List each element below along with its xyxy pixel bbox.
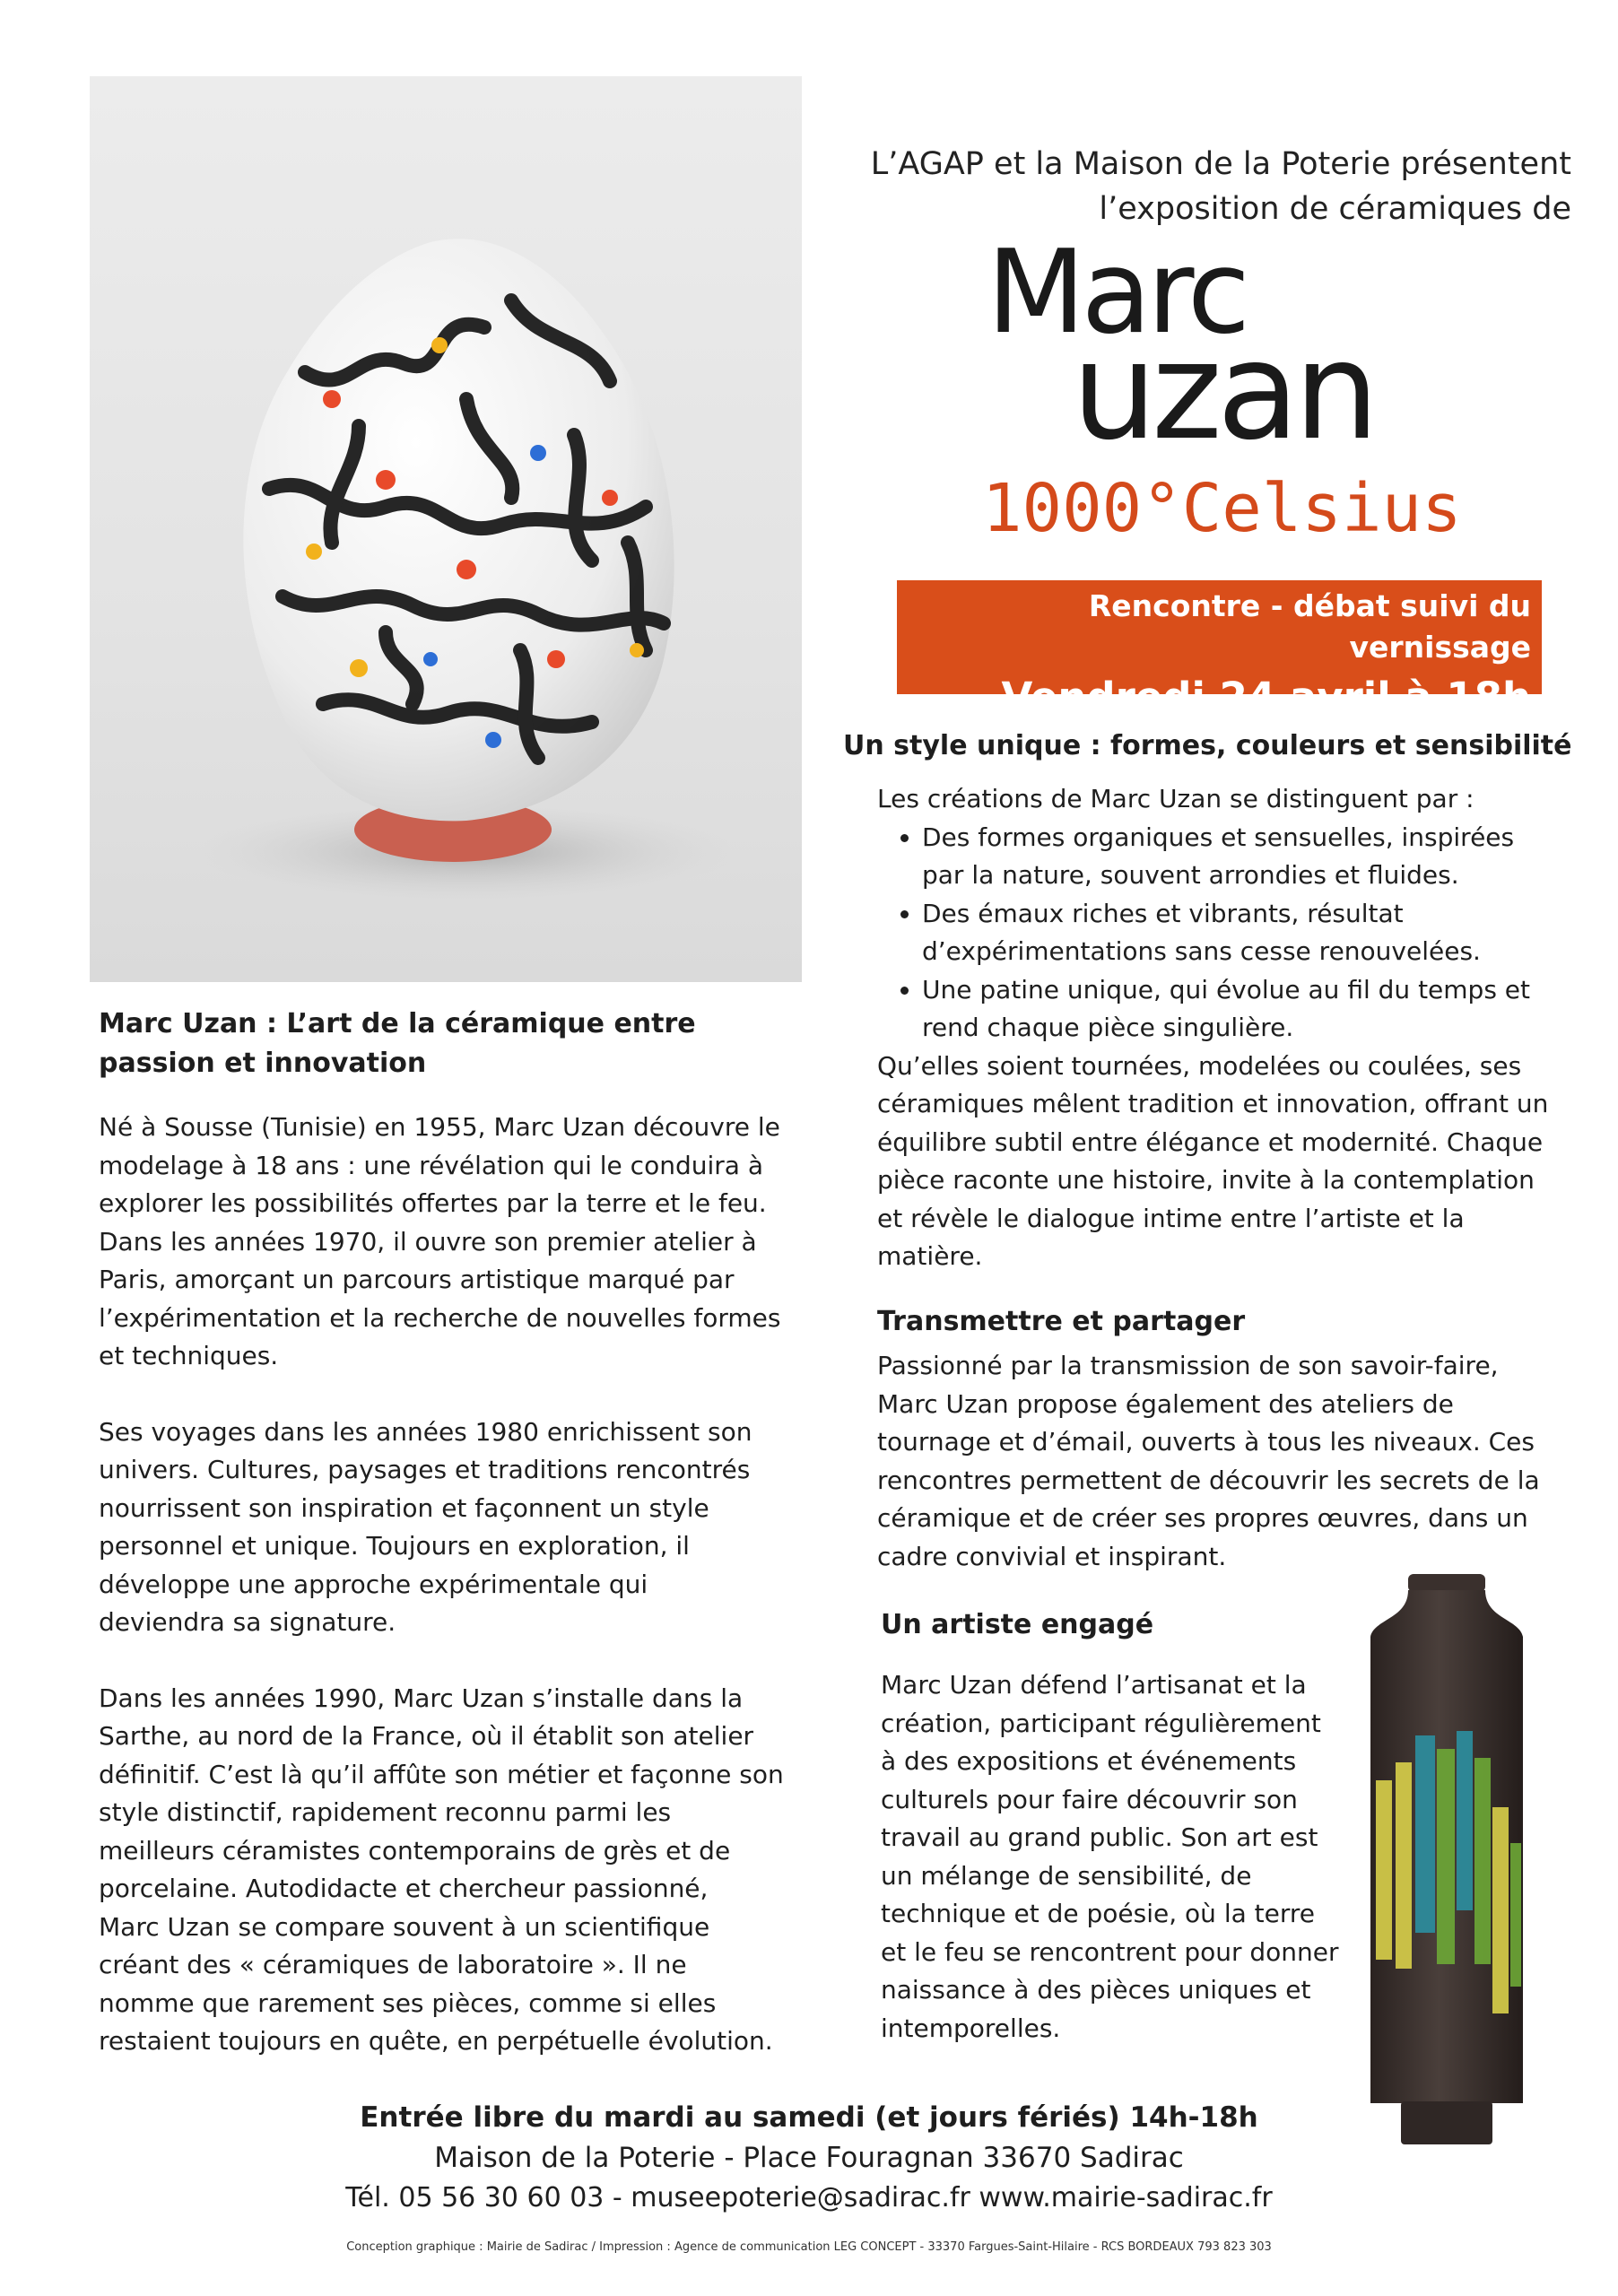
event-banner-date: Vendredi 24 avril à 18h [1001, 674, 1531, 721]
ceramic-photo-brown-vase [1365, 1574, 1528, 2148]
exhibition-title: 1000°Celsius [982, 470, 1462, 547]
text-line: l’expérimentation et la recherche de nouvelles formes [99, 1302, 781, 1333]
text-line: modelage à 18 ans : une révélation qui le conduira à [99, 1150, 763, 1180]
style-body [843, 780, 1579, 1276]
text-line: explorer les possibilités offertes par la terre et le feu. [99, 1188, 767, 1218]
engaged-heading: Un artiste engagé [881, 1609, 1154, 1640]
venue-address: Maison de la Poterie - Place Fouragnan 33670 Sadirac [434, 2142, 1184, 2174]
text-line: nourrissent son inspiration et façonnent un style [99, 1492, 709, 1523]
text-line: céramiques mêlent tradition et innovation, offrant un [877, 1089, 1549, 1118]
intro-line-1: L’AGAP et la Maison de la Poterie présentent [870, 146, 1571, 182]
style-lead: Les créations de Marc Uzan se distinguent par : [877, 784, 1474, 813]
text-line: créant des « céramiques de laboratoire ». Il ne [99, 1950, 687, 1979]
artist-last-name: uzan [1072, 314, 1374, 470]
engaged-body [881, 1666, 1356, 2048]
bio-paragraph-3 [99, 1680, 816, 2061]
text-line: pièce raconte une histoire, invite à la contemplation [877, 1165, 1535, 1195]
text-line: Dans les années 1990, Marc Uzan s’installe dans la [99, 1683, 744, 1713]
left-heading-line-1: Marc Uzan : L’art de la céramique entre [99, 1008, 696, 1039]
text-line: et révèle le dialogue intime entre l’artiste et la [877, 1203, 1465, 1233]
text-line: intemporelles. [881, 2013, 1061, 2043]
event-banner-subtitle: Rencontre - débat suivi du vernissage [1088, 588, 1531, 665]
list-item: • Des formes organiques et sensuelles, inspirées par la nature, souvent arrondies et fluides. [922, 819, 1579, 895]
text-line: matière. [877, 1241, 983, 1271]
style-bullet-list [877, 819, 1579, 1048]
opening-hours: Entrée libre du mardi au samedi (et jours fériés) 14h-18h [360, 2101, 1258, 2134]
text-line: Passionné par la transmission de son savoir-faire, [877, 1351, 1499, 1380]
event-banner [897, 580, 1542, 721]
text-line: Marc Uzan défend l’artisanat et la [881, 1670, 1307, 1700]
text-line: Marc Uzan propose également des ateliers de [877, 1388, 1454, 1419]
text-line: Ses voyages dans les années 1980 enrichissent son [99, 1416, 752, 1447]
text-line: céramique et de créer ses propres œuvres, dans un [877, 1503, 1528, 1533]
design-credit: Conception graphique : Mairie de Sadirac / Impression : Agence de communication LEG CONCEPT - 33370 Fargues-Saint-Hilaire - RCS BORDEAUX 793 823 303 [346, 2240, 1272, 2254]
text-line: équilibre subtil entre élégance et modernité. Chaque [877, 1126, 1544, 1157]
transmit-heading: Transmettre et partager [877, 1306, 1246, 1337]
artist-first-name: Marc [987, 226, 1247, 360]
text-line: porcelaine. Autodidacte et chercheur passionné, [99, 1874, 709, 1903]
text-line: naissance à des pièces uniques et [881, 1975, 1311, 2005]
ceramic-photo-white-vase [90, 76, 802, 982]
exhibition-intro [764, 142, 1571, 231]
left-column [99, 1004, 816, 2061]
text-line: technique et de poésie, où la terre [881, 1899, 1316, 1928]
left-heading-line-2: passion et innovation [99, 1048, 427, 1079]
list-item: • Une patine unique, qui évolue au fil du temps et rend chaque pièce singulière. [922, 971, 1579, 1048]
text-line: culturels pour faire découvrir son [881, 1784, 1298, 1814]
text-line: création, participant régulièrement [881, 1708, 1321, 1738]
transmit-body [877, 1347, 1586, 1576]
list-item: • Des émaux riches et vibrants, résultat d’expérimentations sans cesse renouvelées. [922, 895, 1579, 971]
text-line: travail au grand public. Son art est [881, 1822, 1318, 1852]
text-line: développe une approche expérimentale qui [99, 1569, 648, 1599]
text-line: définitif. C’est là qu’il affûte son métier et façonne son [99, 1759, 784, 1789]
left-heading [99, 1004, 816, 1083]
text-line: un mélange de sensibilité, de [881, 1860, 1252, 1891]
text-line: nomme que rarement ses pièces, comme si elles [99, 1987, 717, 2018]
transmit-section [877, 1302, 1586, 1576]
text-line: et le feu se rencontrent pour donner [881, 1936, 1339, 1967]
text-line: et techniques. [99, 1341, 279, 1370]
text-line: personnel et unique. Toujours en exploration, il [99, 1531, 690, 1561]
text-line: univers. Cultures, paysages et traditions rencontrés [99, 1455, 751, 1484]
style-section [843, 726, 1579, 1276]
engaged-section [881, 1605, 1356, 2048]
text-line: à des expositions et événements [881, 1746, 1297, 1776]
intro-line-2: l’exposition de céramiques de [1099, 191, 1571, 227]
text-line: tournage et d’émail, ouverts à tous les niveaux. Ces [877, 1427, 1535, 1457]
text-line: restaient toujours en quête, en perpétuelle évolution. [99, 2026, 773, 2056]
text-line: deviendra sa signature. [99, 1607, 396, 1637]
text-line: style distinctif, rapidement reconnu parmi les [99, 1797, 672, 1827]
text-line: Né à Sousse (Tunisie) en 1955, Marc Uzan découvre le [99, 1112, 780, 1142]
text-line: meilleurs céramistes contemporains de grès et de [99, 1835, 731, 1866]
text-line: Qu’elles soient tournées, modelées ou coulées, ses [877, 1050, 1522, 1081]
text-line: cadre convivial et inspirant. [877, 1541, 1227, 1571]
text-line: Paris, amorçant un parcours artistique marqué par [99, 1265, 735, 1294]
bio-paragraph-2 [99, 1413, 816, 1642]
text-line: Sarthe, au nord de la France, où il établit son atelier [99, 1721, 754, 1751]
text-line: Marc Uzan se compare souvent à un scientifique [99, 1911, 710, 1942]
contact-line: Tél. 05 56 30 60 03 - museepoterie@sadirac.fr www.mairie-sadirac.fr [345, 2182, 1273, 2213]
bio-paragraph-1 [99, 1109, 816, 1376]
style-heading: Un style unique : formes, couleurs et sensibilité [843, 730, 1572, 761]
text-line: Dans les années 1970, il ouvre son premier atelier à [99, 1226, 757, 1257]
text-line: rencontres permettent de découvrir les secrets de la [877, 1465, 1540, 1495]
